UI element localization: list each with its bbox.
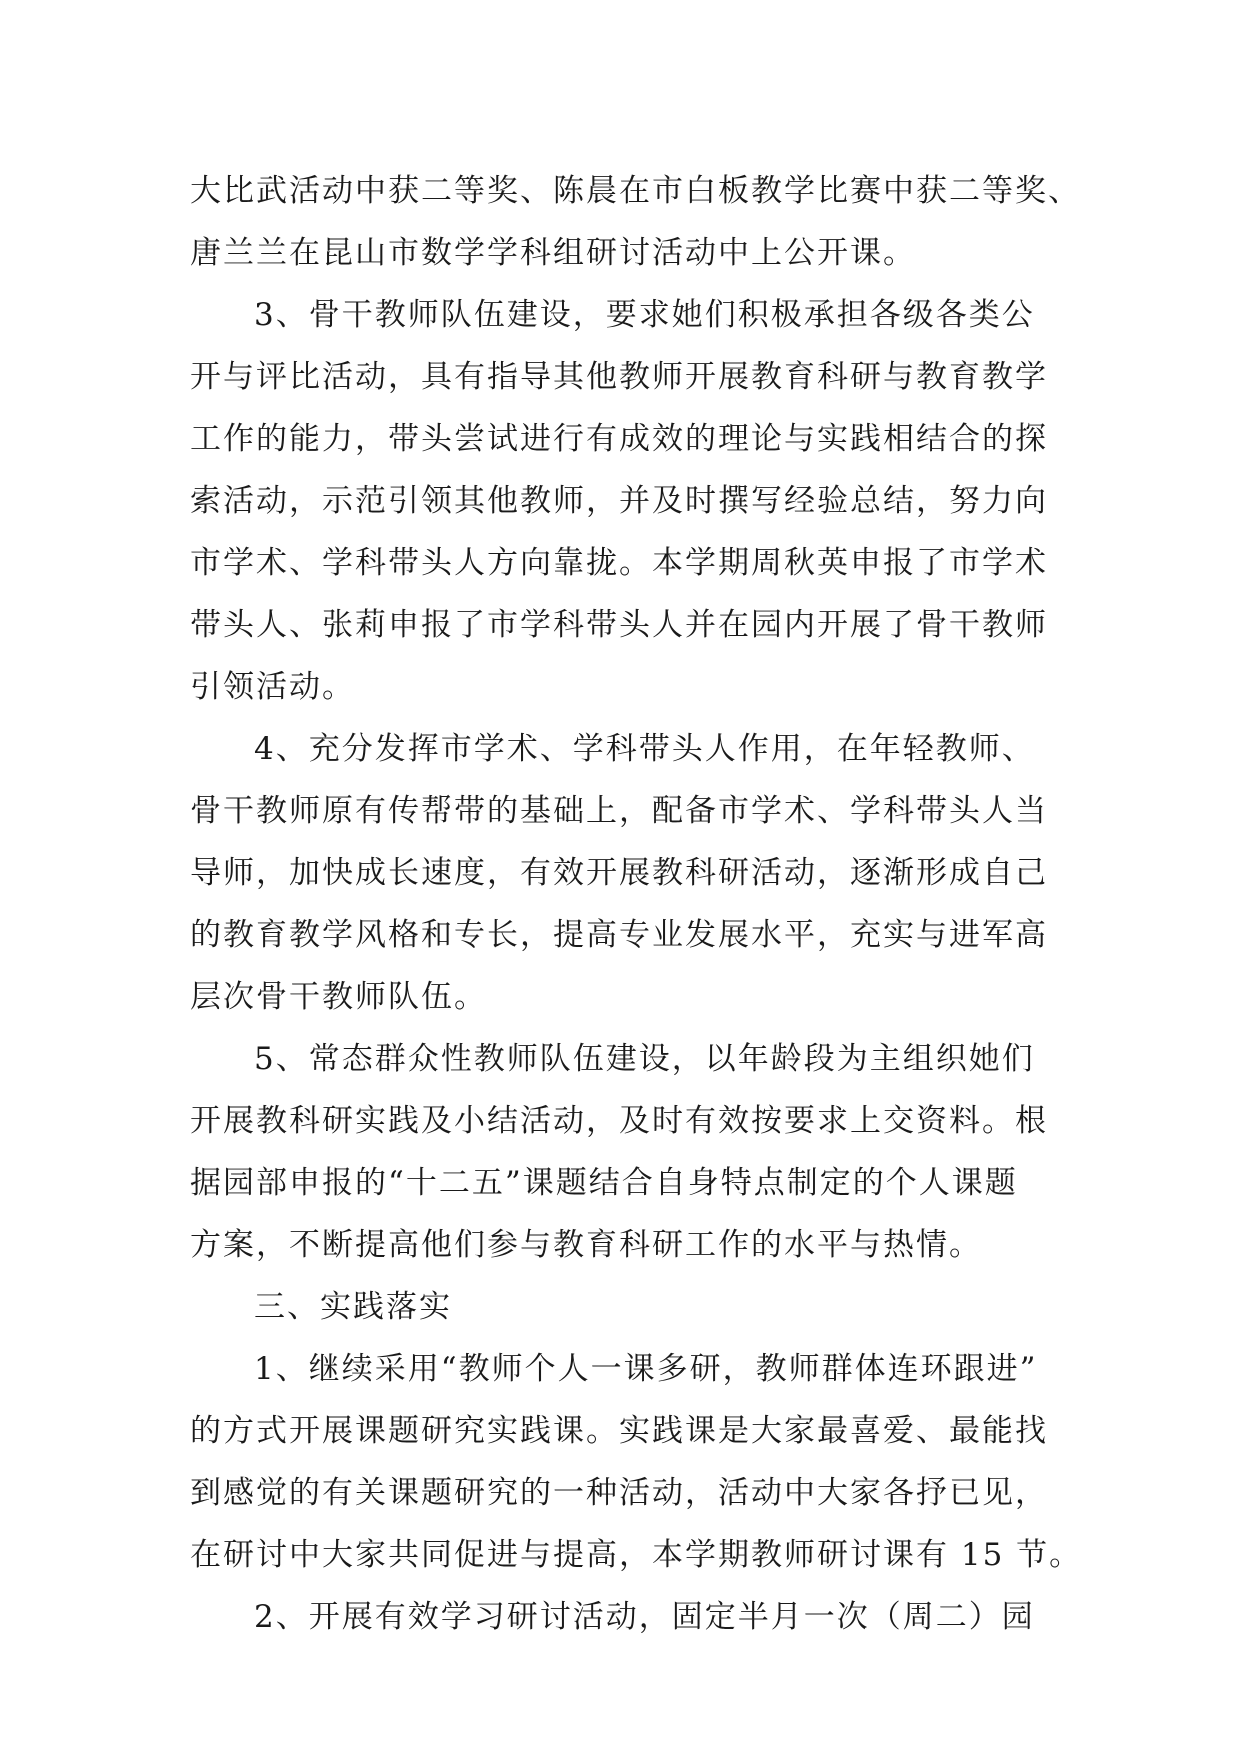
paragraph-start-line: 4、充分发挥市学术、学科带头人作用，在年轻教师、 [254, 731, 1035, 767]
text-line: 市学术、学科带头人方向靠拢。本学期周秋英申报了市学术 [190, 545, 1048, 581]
paragraph-start-line: 2、开展有效学习研讨活动，固定半月一次（周二）园 [254, 1599, 1035, 1635]
paragraph-start-line: 5、常态群众性教师队伍建设，以年龄段为主组织她们 [254, 1041, 1035, 1077]
text-line: 导师，加快成长速度，有效开展教科研活动，逐渐形成自己 [190, 855, 1048, 891]
text-line: 工作的能力，带头尝试进行有成效的理论与实践相结合的探 [190, 421, 1048, 457]
text-line: 据园部申报的“十二五”课题结合自身特点制定的个人课题 [190, 1165, 1018, 1201]
text-line: 到感觉的有关课题研究的一种活动，活动中大家各抒已见， [190, 1475, 1048, 1511]
text-line: 唐兰兰在昆山市数学学科组研讨活动中上公开课。 [190, 235, 916, 271]
text-line: 在研讨中大家共同促进与提高，本学期教师研讨课有 15 节。 [190, 1537, 1083, 1573]
document-body [190, 160, 1083, 1648]
text-line: 层次骨干教师队伍。 [190, 979, 487, 1015]
paragraph-start-line: 1、继续采用“教师个人一课多研，教师群体连环跟进” [254, 1351, 1038, 1387]
text-line: 大比武活动中获二等奖、陈晨在市白板教学比赛中获二等奖、 [190, 173, 1081, 209]
text-line: 的方式开展课题研究实践课。实践课是大家最喜爱、最能找 [190, 1413, 1048, 1449]
text-line: 开展教科研实践及小结活动，及时有效按要求上交资料。根 [190, 1103, 1048, 1139]
text-line: 方案，不断提高他们参与教育科研工作的水平与热情。 [190, 1227, 982, 1263]
paragraph-start-line: 3、骨干教师队伍建设，要求她们积极承担各级各类公 [254, 297, 1035, 333]
text-line: 开与评比活动，具有指导其他教师开展教育科研与教育教学 [190, 359, 1048, 395]
text-line: 骨干教师原有传帮带的基础上，配备市学术、学科带头人当 [190, 793, 1048, 829]
text-line: 索活动，示范引领其他教师，并及时撰写经验总结，努力向 [190, 483, 1048, 519]
text-line: 引领活动。 [190, 669, 355, 705]
text-line: 的教育教学风格和专长，提高专业发展水平，充实与进军高 [190, 917, 1048, 953]
section-heading: 三、实践落实 [254, 1289, 452, 1325]
text-line: 带头人、张莉申报了市学科带头人并在园内开展了骨干教师 [190, 607, 1048, 643]
